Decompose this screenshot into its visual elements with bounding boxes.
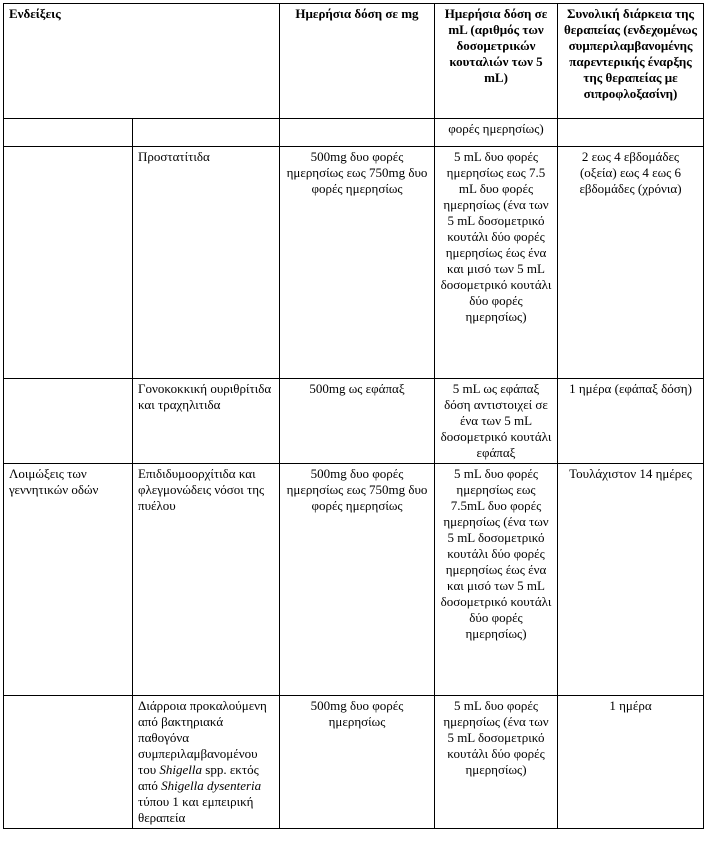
indication-cell: Προστατίτιδα — [133, 147, 280, 379]
duration-cell: Τουλάχιστον 14 ημέρες — [558, 464, 704, 696]
indication-cell — [133, 696, 280, 829]
table-row-epididymo-orchitis — [4, 464, 704, 696]
header-daily-dose-ml: Ημερήσια δόση σε mL (αριθμός των δοσομετρικών κουταλιών των 5 mL) — [435, 4, 558, 119]
indication-text-3: τύπου 1 και εμπειρική θεραπεία — [138, 794, 254, 825]
group-cell — [4, 147, 133, 379]
organism-name-1: Shigella — [159, 762, 203, 777]
indication-cell: Γονοκοκκική ουριθρίτιδα και τραχηλιτιδα — [133, 379, 280, 464]
group-cell — [4, 119, 133, 147]
header-row — [4, 4, 704, 119]
table-row-diarrhoea — [4, 696, 704, 829]
indication-text-1: Διάρροια προκαλούμενη από βακτηριακά παθογόνα συμπεριλαμβανομένου του — [138, 698, 267, 777]
dose-ml-cell: 5 mL δυο φορές ημερησίως εως 7.5 mL δυο φορές ημερησίως (ένα των 5 mL δοσομετρικό κουτάλι δύο φορές ημερησίως έως ένα και μισό των 5 mL δοσομετρικό κουτάλι δύο φορές ημερησίως) — [435, 147, 558, 379]
duration-cell: 2 εως 4 εβδομάδες (οξεία) εως 4 εως 6 εβδομάδες (χρόνια) — [558, 147, 704, 379]
dose-ml-cell: 5 mL ως εφάπαξ δόση αντιστοιχεί σε ένα των 5 mL δοσομετρικό κουτάλι εφάπαξ — [435, 379, 558, 464]
dose-ml-cell: φορές ημερησίως) — [435, 119, 558, 147]
table-row-gonococcal — [4, 379, 704, 464]
dose-mg-cell: 500mg ως εφάπαξ — [280, 379, 435, 464]
table-row-prostatitis — [4, 147, 704, 379]
dose-mg-cell: 500mg δυο φορές ημερησίως εως 750mg δυο φορές ημερησίως — [280, 147, 435, 379]
duration-cell: 1 ημέρα — [558, 696, 704, 829]
group-cell-genital-infections: Λοιμώξεις των γεννητικών οδών — [4, 464, 133, 696]
dosage-table — [3, 3, 704, 829]
dose-mg-cell — [280, 119, 435, 147]
table-row-continuation — [4, 119, 704, 147]
group-cell — [4, 696, 133, 829]
indication-cell: Επιδιδυμοορχίτιδα και φλεγμονώδεις νόσοι της πυέλου — [133, 464, 280, 696]
organism-name-2: Shigella dysenteria — [161, 778, 262, 793]
group-cell — [4, 379, 133, 464]
dose-ml-cell: 5 mL δυο φορές ημερησίως (ένα των 5 mL δοσομετρικό κουτάλι δύο φορές ημερησίως) — [435, 696, 558, 829]
header-total-duration: Συνολική διάρκεια της θεραπείας (ενδεχομένως συμπεριλαμβανομένης παρεντερικής έναρξης της θεραπείας με σιπροφλοξασίνη) — [558, 4, 704, 119]
duration-cell: 1 ημέρα (εφάπαξ δόση) — [558, 379, 704, 464]
dose-ml-cell: 5 mL δυο φορές ημερησίως εως 7.5mL δυο φορές ημερησίως (ένα των 5 mL δοσομετρικό κουτάλι δύο φορές ημερησίως έως ένα και μισό των 5 mL δοσομετρικό κουτάλι δύο φορές ημερησίως) — [435, 464, 558, 696]
header-daily-dose-mg: Ημερήσια δόση σε mg — [280, 4, 435, 119]
dose-mg-cell: 500mg δυο φορές ημερησίως — [280, 696, 435, 829]
duration-cell — [558, 119, 704, 147]
header-indications: Ενδείξεις — [4, 4, 280, 119]
indication-text-2: spp. εκτός από — [138, 762, 259, 793]
indication-cell — [133, 119, 280, 147]
dose-mg-cell: 500mg δυο φορές ημερησίως εως 750mg δυο φορές ημερησίως — [280, 464, 435, 696]
